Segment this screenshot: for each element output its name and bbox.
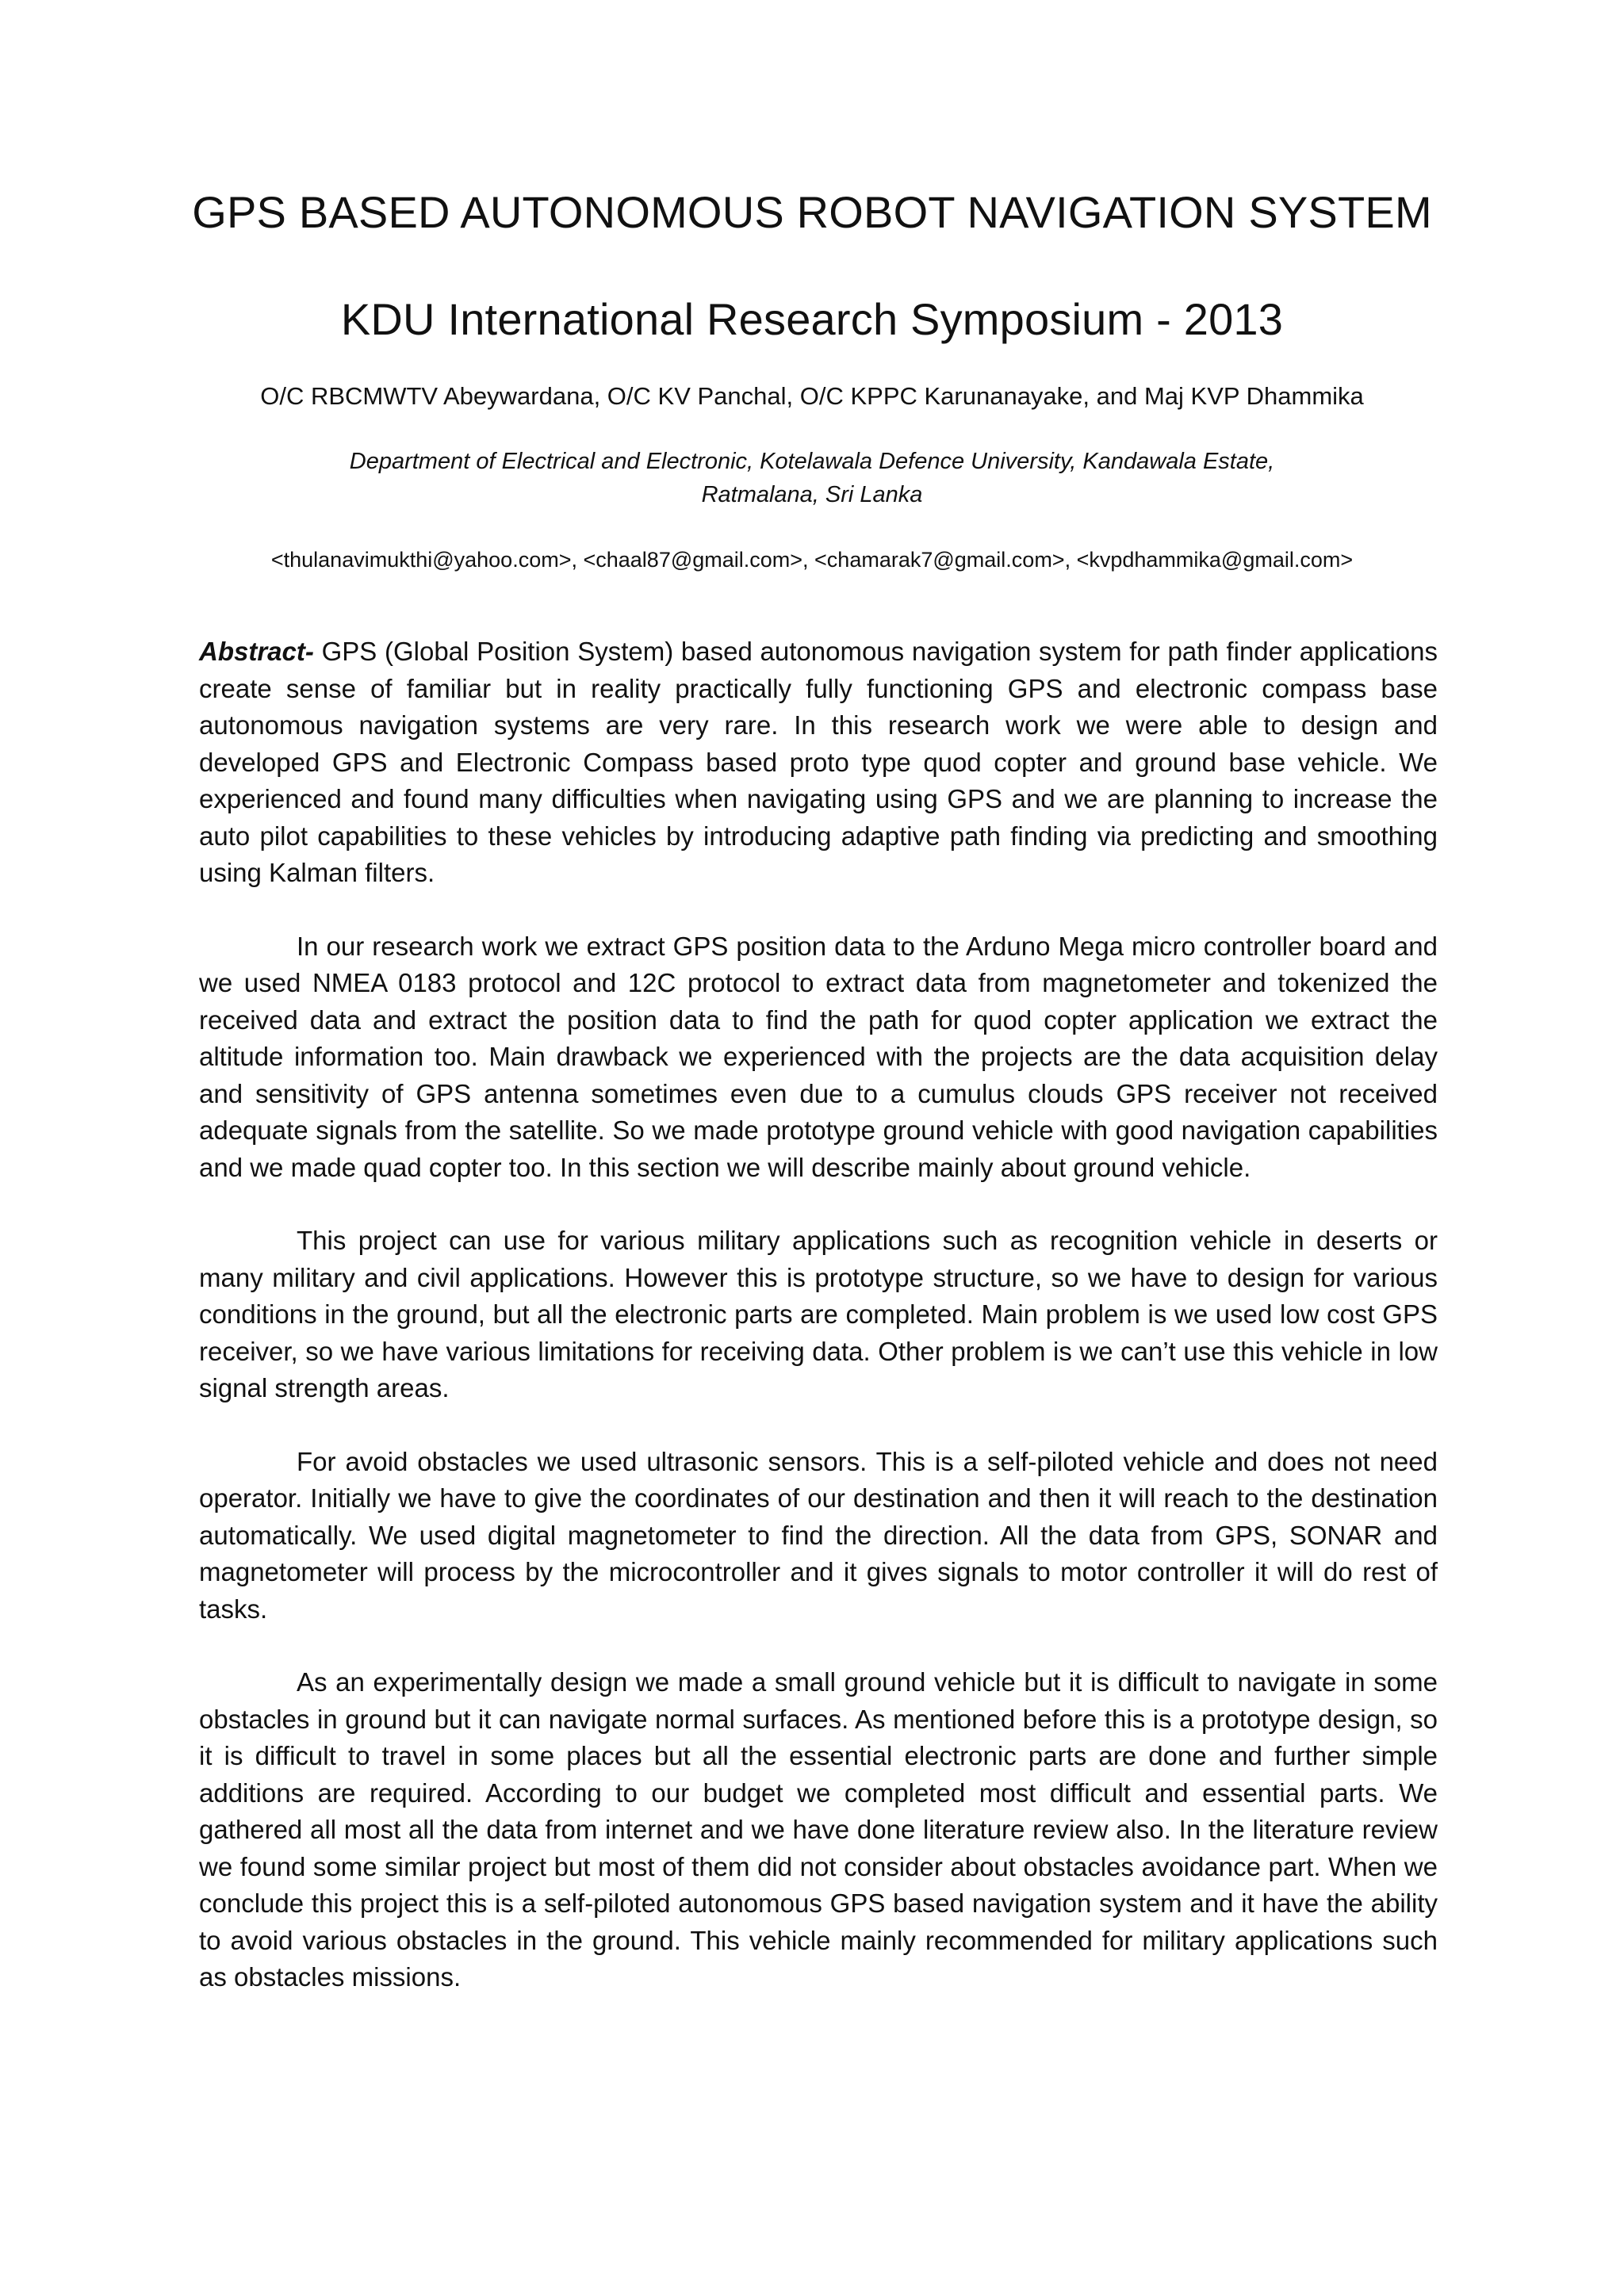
abstract-label: Abstract- (199, 637, 314, 666)
author-emails: <thulanavimukthi@yahoo.com>, <chaal87@gmail.com>, <chamarak7@gmail.com>, <kvpdhammika@gmail.com> (270, 548, 1354, 572)
body-paragraph-1: In our research work we extract GPS position data to the Arduno Mega micro controller board and we used NMEA 0183 protocol and 12C protocol to extract data from magnetometer and tokenized the received data and extract the position data to find the path for quod copter application we extract the altitude information too. Main drawback we experienced with the projects are the data acquisition delay and sensitivity of GPS antenna sometimes even due to a cumulus clouds GPS receiver not received adequate signals from the satellite. So we made prototype ground vehicle with good navigation capabilities and we made quad copter too. In this section we will describe mainly about ground vehicle. (199, 931, 1438, 1182)
conference-title: KDU International Research Symposium - 2013 (340, 294, 1284, 344)
abstract-text: GPS (Global Position System) based autonomous navigation system for path finder applications create sense of familiar but in reality practically fully functioning GPS and electronic compass base autonomous navigation systems are very rare. In this research work we were able to design and developed GPS and Electronic Compass based proto type quod copter and ground base vehicle. We experienced and found many difficulties when navigating using GPS and we are planning to increase the auto pilot capabilities to these vehicles by introducing adaptive path finding via predicting and smoothing using Kalman filters. (199, 637, 1438, 887)
body-paragraph-4: As an experimentally design we made a small ground vehicle but it is difficult to navigate in some obstacles in ground but it can navigate normal surfaces. As mentioned before this is a prototype design, so it is difficult to travel in some places but all the essential electronic parts are done and further simple additions are required. According to our budget we completed most difficult and essential parts. We gathered all most all the data from internet and we have done literature review also. In the literature review we found some similar project but most of them did not consider about obstacles avoidance part. When we conclude this project this is a self-piloted autonomous GPS based navigation system and it have the ability to avoid various obstacles in the ground. This vehicle mainly recommended for military applications such as obstacles missions. (199, 1667, 1438, 1992)
abstract-paragraph (199, 633, 1438, 892)
author-affiliation: Department of Electrical and Electronic, Kotelawala Defence University, Kandawala Estate, Ratmalana, Sri Lanka (349, 449, 1275, 507)
paper-body (199, 633, 1438, 2033)
author-list: O/C RBCMWTV Abeywardana, O/C KV Panchal, O/C KPPC Karunanayake, and Maj KVP Dhammika (260, 382, 1364, 410)
paper-title: GPS BASED AUTONOMOUS ROBOT NAVIGATION SYSTEM (192, 187, 1432, 237)
body-paragraph-2: This project can use for various military applications such as recognition vehicle in deserts or many military and civil applications. However this is prototype structure, so we have to design for various conditions in the ground, but all the electronic parts are completed. Main problem is we used low cost GPS receiver, so we have various limitations for receiving data. Other problem is we can’t use this vehicle in low signal strength areas. (199, 1226, 1438, 1402)
body-paragraph-3: For avoid obstacles we used ultrasonic sensors. This is a self-piloted vehicle and does not need operator. Initially we have to give the coordinates of our destination and then it will reach to the destination automatically. We used digital magnetometer to find the direction. All the data from GPS, SONAR and magnetometer will process by the microcontroller and it gives signals to motor controller it will do rest of tasks. (199, 1446, 1438, 1624)
